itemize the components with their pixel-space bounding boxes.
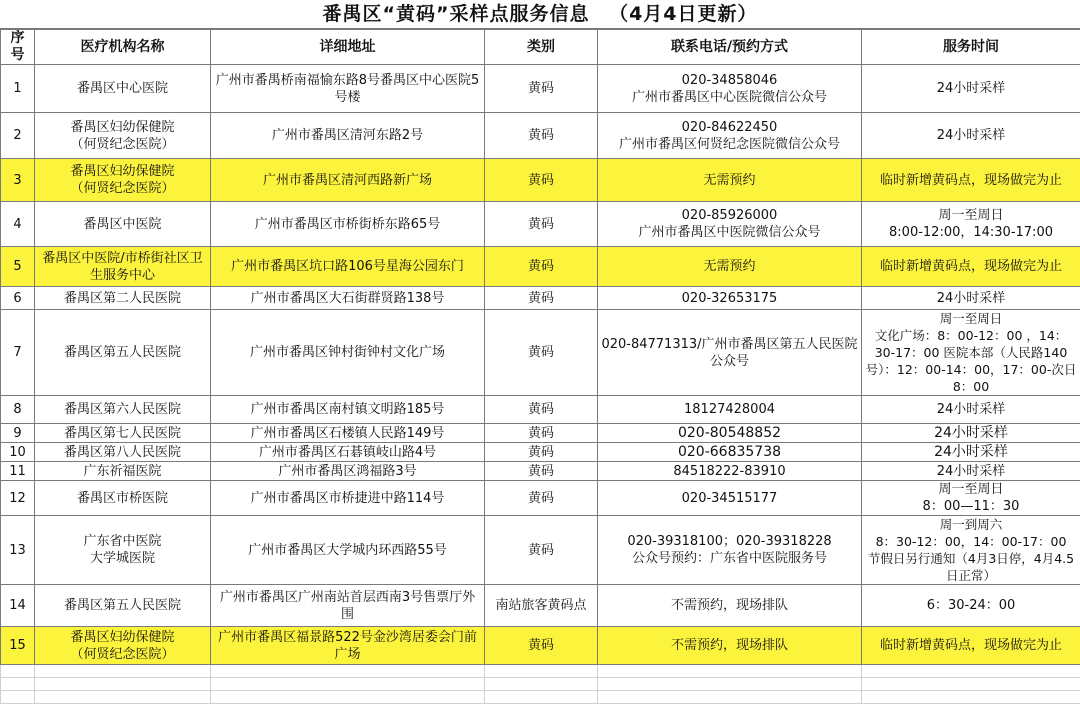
cell-type: 黄码 [485,424,598,443]
cell-no: 11 [1,462,35,481]
cell-name: 番禺区中医院/市桥街社区卫生服务中心 [35,247,211,287]
cell-time: 24小时采样 [862,443,1080,462]
header-name: 医疗机构名称 [35,30,211,65]
cell-contact: 020-85926000 广州市番禺区中医院微信公众号 [598,202,862,247]
cell-name: 番禺区妇幼保健院 （何贤纪念医院） [35,113,211,159]
cell-name: 番禺区妇幼保健院 （何贤纪念医院） [35,627,211,665]
cell-time: 6：30-24：00 [862,585,1080,627]
cell-name: 番禺区妇幼保健院 （何贤纪念医院） [35,159,211,202]
cell-contact: 84518222-83910 [598,462,862,481]
cell-address: 广州市番禺区钟村街钟村文化广场 [211,310,485,396]
cell-address: 广州市番禺区广州南站首层西南3号售票厅外围 [211,585,485,627]
cell-type: 黄码 [485,443,598,462]
table-row [1,310,1080,396]
cell-type: 黄码 [485,481,598,516]
table-row [1,159,1080,202]
cell-type: 黄码 [485,159,598,202]
cell-contact: 020-32653175 [598,287,862,310]
cell-address: 广州市番禺桥南福愉东路8号番禺区中心医院5号楼 [211,65,485,113]
cell-time: 24小时采样 [862,287,1080,310]
cell-address: 广州市番禺区大学城内环西路55号 [211,516,485,585]
cell-type: 黄码 [485,202,598,247]
empty-cell [862,678,1080,691]
table-row [1,65,1080,113]
cell-time: 24小时采样 [862,424,1080,443]
cell-type: 黄码 [485,113,598,159]
cell-address: 广州市番禺区南村镇文明路185号 [211,396,485,424]
empty-cell [35,691,211,704]
cell-name: 番禺区第七人民医院 [35,424,211,443]
cell-contact: 020-80548852 [598,424,862,443]
cell-name: 番禺区中心医院 [35,65,211,113]
cell-address: 广州市番禺区市桥捷进中路114号 [211,481,485,516]
cell-name: 番禺区第五人民医院 [35,310,211,396]
cell-address: 广州市番禺区石楼镇人民路149号 [211,424,485,443]
cell-time: 24小时采样 [862,396,1080,424]
empty-cell [862,665,1080,678]
cell-address: 广州市番禺区大石街群贤路138号 [211,287,485,310]
cell-contact: 020-34858046 广州市番禺区中心医院微信公众号 [598,65,862,113]
empty-cell [598,678,862,691]
cell-contact: 020-84622450 广州市番禺区何贤纪念医院微信公众号 [598,113,862,159]
cell-no: 7 [1,310,35,396]
cell-type: 黄码 [485,247,598,287]
cell-address: 广州市番禺区坑口路106号星海公园东门 [211,247,485,287]
cell-time: 周一至周日 文化广场：8：00-12：00 ，14：30-17：00 医院本部（人民路140号）：12：00-14：00，17：00-次日8：00 [862,310,1080,396]
cell-no: 4 [1,202,35,247]
cell-name: 番禺区第五人民医院 [35,585,211,627]
cell-time: 24小时采样 [862,113,1080,159]
cell-time: 周一至周日 8:00-12:00，14:30-17:00 [862,202,1080,247]
empty-cell [485,665,598,678]
table-row [1,113,1080,159]
empty-cell [485,678,598,691]
cell-time: 临时新增黄码点，现场做完为止 [862,159,1080,202]
cell-time: 临时新增黄码点，现场做完为止 [862,247,1080,287]
empty-cell [1,665,35,678]
cell-contact: 不需预约，现场排队 [598,627,862,665]
cell-no: 14 [1,585,35,627]
cell-name: 番禺区第二人民医院 [35,287,211,310]
cell-time: 24小时采样 [862,462,1080,481]
empty-cell [211,691,485,704]
header-type: 类别 [485,30,598,65]
empty-row [1,665,1080,678]
cell-contact: 18127428004 [598,396,862,424]
empty-cell [862,691,1080,704]
title-update: （4月4日更新） [609,3,757,25]
header-time: 服务时间 [862,30,1080,65]
table-body [1,65,1080,704]
cell-no: 1 [1,65,35,113]
cell-no: 8 [1,396,35,424]
cell-name: 广东祈福医院 [35,462,211,481]
cell-time: 临时新增黄码点，现场做完为止 [862,627,1080,665]
cell-no: 9 [1,424,35,443]
cell-name: 番禺区中医院 [35,202,211,247]
header-contact: 联系电话/预约方式 [598,30,862,65]
empty-row [1,691,1080,704]
cell-type: 南站旅客黄码点 [485,585,598,627]
empty-cell [35,665,211,678]
cell-no: 5 [1,247,35,287]
cell-address: 广州市番禺区石碁镇岐山路4号 [211,443,485,462]
cell-no: 13 [1,516,35,585]
title-main: 番禺区“黄码”采样点服务信息 [322,3,589,25]
cell-contact: 无需预约 [598,247,862,287]
cell-name: 番禺区第八人民医院 [35,443,211,462]
empty-cell [1,691,35,704]
cell-type: 黄码 [485,516,598,585]
cell-type: 黄码 [485,396,598,424]
cell-contact: 020-34515177 [598,481,862,516]
table-row [1,627,1080,665]
cell-contact: 无需预约 [598,159,862,202]
table-row [1,202,1080,247]
cell-time: 周一到周六 8：30-12：00，14：00-17：00 节假日另行通知（4月3日停，4月4.5日正常） [862,516,1080,585]
cell-no: 10 [1,443,35,462]
cell-time: 周一至周日 8：00—11：30 [862,481,1080,516]
table-row [1,443,1080,462]
empty-cell [1,678,35,691]
cell-contact: 020-84771313/广州市番禺区第五人民医院公众号 [598,310,862,396]
cell-address: 广州市番禺区清河东路2号 [211,113,485,159]
cell-address: 广州市番禺区鸿福路3号 [211,462,485,481]
cell-time: 24小时采样 [862,65,1080,113]
table-row [1,481,1080,516]
header-row [1,30,1080,65]
table-row [1,396,1080,424]
cell-address: 广州市番禺区清河西路新广场 [211,159,485,202]
empty-cell [598,665,862,678]
cell-contact: 020-39318100；020-39318228 公众号预约：广东省中医院服务号 [598,516,862,585]
cell-address: 广州市番禺区福景路522号金沙湾居委会门前广场 [211,627,485,665]
cell-address: 广州市番禺区市桥街桥东路65号 [211,202,485,247]
table-row [1,424,1080,443]
cell-no: 6 [1,287,35,310]
table-row [1,462,1080,481]
cell-type: 黄码 [485,65,598,113]
cell-type: 黄码 [485,310,598,396]
cell-no: 3 [1,159,35,202]
cell-contact: 不需预约，现场排队 [598,585,862,627]
empty-cell [485,691,598,704]
cell-type: 黄码 [485,287,598,310]
empty-cell [598,691,862,704]
empty-row [1,678,1080,691]
cell-name: 番禺区第六人民医院 [35,396,211,424]
cell-name: 广东省中医院 大学城医院 [35,516,211,585]
cell-no: 12 [1,481,35,516]
cell-type: 黄码 [485,462,598,481]
table-row [1,585,1080,627]
page-title [0,0,1080,29]
cell-no: 2 [1,113,35,159]
cell-contact: 020-66835738 [598,443,862,462]
cell-no: 15 [1,627,35,665]
table-row [1,247,1080,287]
cell-type: 黄码 [485,627,598,665]
header-no: 序号 [1,30,35,65]
table-row [1,287,1080,310]
empty-cell [211,665,485,678]
header-address: 详细地址 [211,30,485,65]
empty-cell [35,678,211,691]
sampling-site-table [0,29,1080,704]
cell-name: 番禺区市桥医院 [35,481,211,516]
table-row [1,516,1080,585]
empty-cell [211,678,485,691]
